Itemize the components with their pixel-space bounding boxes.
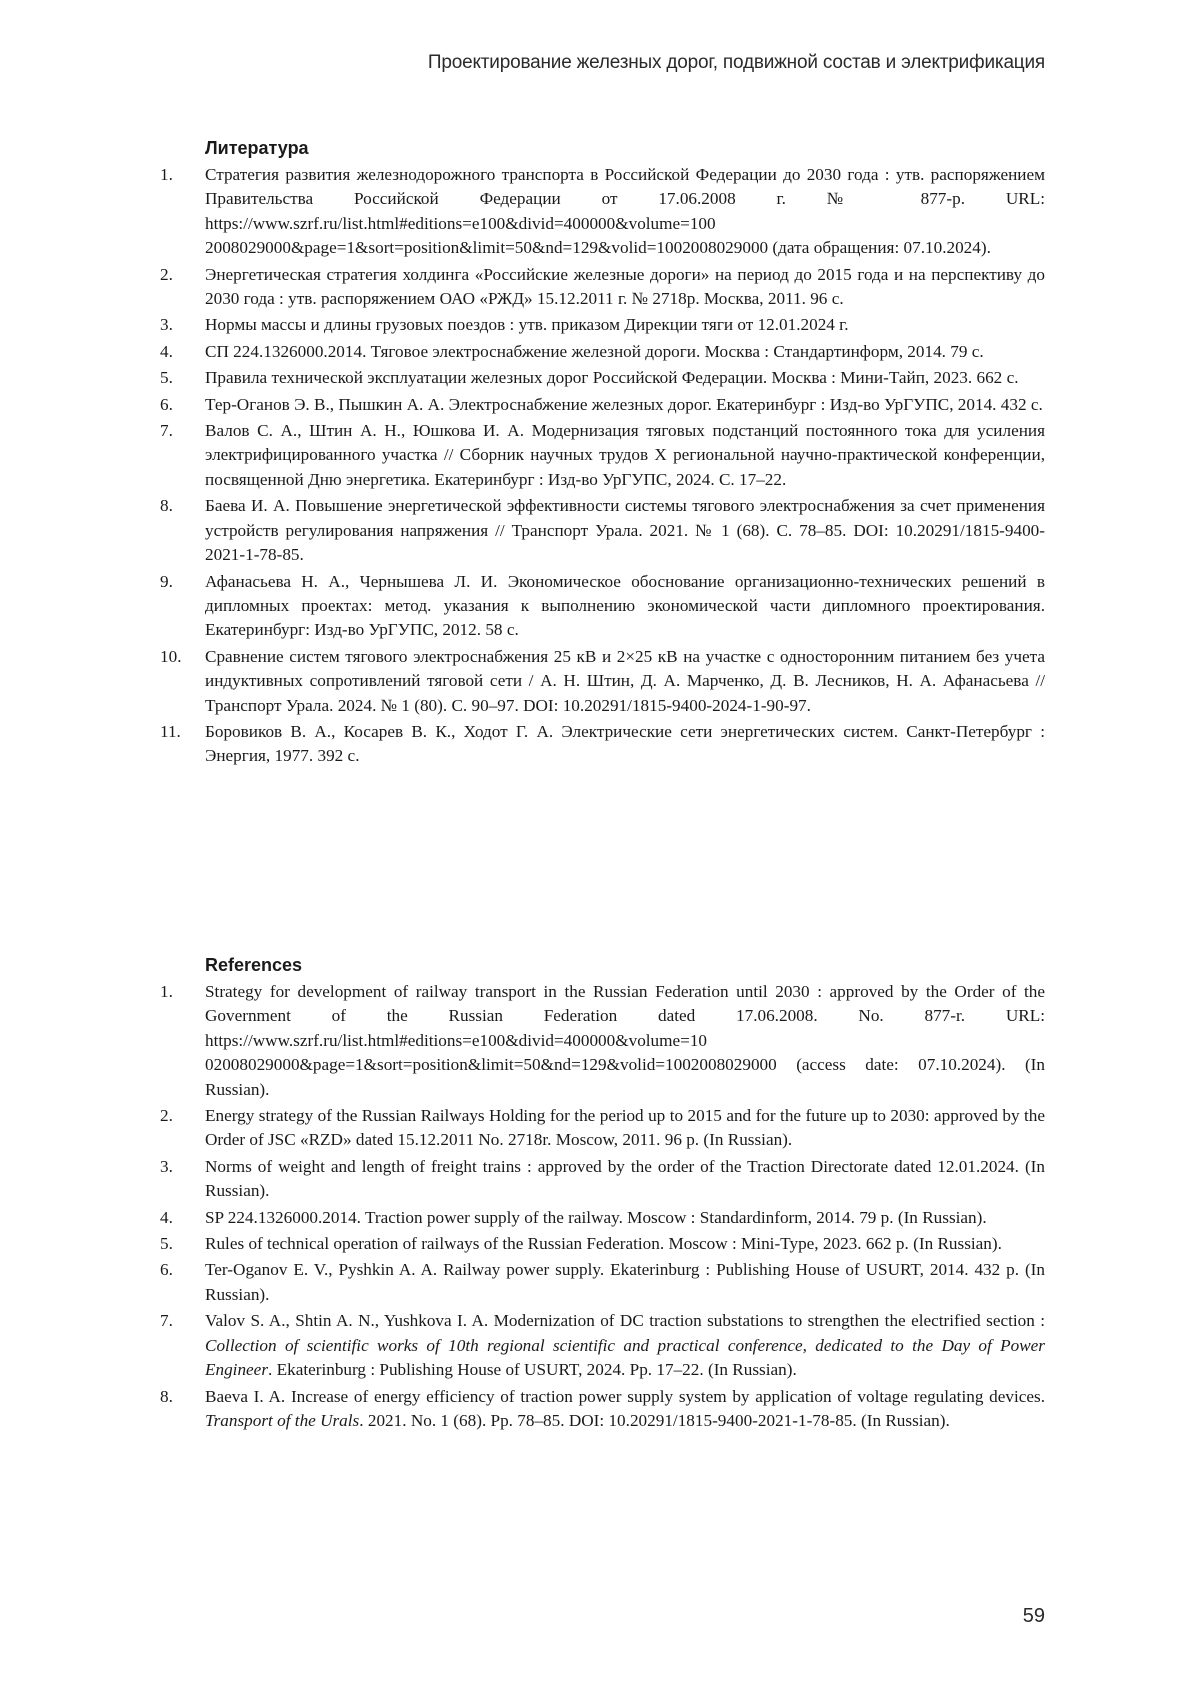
reference-item: [160, 1385, 1045, 1434]
item-text: Боровиков В. А., Косарев В. К., Ходот Г. А. Электрические сети энергетических систем. Санкт-Петербург : Энергия, 1977. 392 с.: [205, 721, 1045, 766]
item-text: Ter-Oganov E. V., Pyshkin A. A. Railway power supply. Ekaterinburg : Publishing House of USURT, 2014. 432 p. (In Russian).: [205, 1260, 1045, 1304]
item-number: 2.: [160, 1106, 173, 1126]
literature-item: [160, 340, 1045, 364]
item-text-italic: Transport of the Urals: [205, 1410, 360, 1430]
item-number: 1.: [160, 982, 173, 1001]
running-header: Проектирование железных дорог, подвижной состав и электрификация: [427, 52, 1045, 73]
item-text: Афанасьева Н. А., Чернышева Л. И. Экономическое обоснование организационно-технических решений в дипломных проектах: метод. указания к выполнению экономической части дипломного проектирования. Екатеринбург: Изд-во УрГУПС, 2012. 58 с.: [205, 571, 1045, 640]
literature-item: [160, 393, 1045, 417]
item-text: Rules of technical operation of railways of the Russian Federation. Moscow : Mini-Type, 2023. 662 p. (In Russian).: [205, 1234, 1002, 1254]
item-text: Сравнение систем тягового электроснабжения 25 кВ и 2×25 кВ на участке с односторонним питанием без учета индуктивных сопротивлений тяговой сети / А. Н. Штин, Д. А. Марченко, Д. В. Лесников, Н. А. Афанасьева // Транспорт Урала. 2024. № 1 (80). С. 90–97. DOI: 10.20291/1815-9400-2024-1-90-97.: [205, 646, 1045, 715]
item-number: 2.: [160, 264, 173, 284]
literature-item: [160, 419, 1045, 492]
item-text: Стратегия развития железнодорожного транспорта в Российской Федерации до 2030 года : утв. распоряжением Правительства Российской Федерации от 17.06.2008 г. № 877-р. URL: https://www.szrf.ru/list.html#editions=e100&divid=400000&volume=100 2008029000&page=1&sort=position&limit=50&nd=129&volid=1002008029000 (дата обращения: 07.10.2024).: [205, 165, 1045, 258]
reference-item: [160, 1104, 1045, 1153]
reference-item: [160, 980, 1045, 1102]
item-number: 11.: [160, 721, 181, 741]
literature-list: [160, 163, 1045, 769]
item-text: Энергетическая стратегия холдинга «Российские железные дороги» на период до 2015 года и на перспективу до 2030 года : утв. распоряжением ОАО «РЖД» 15.12.2011 г. № 2718р. Москва, 2011. 96 с.: [205, 264, 1045, 309]
item-text: Energy strategy of the Russian Railways Holding for the period up to 2015 and for the future up to 2030: approved by the Order of JSC «RZD» dated 15.12.2011 No. 2718r. Moscow, 2011. 96 p. (In Russian).: [205, 1106, 1045, 1150]
page-number: 59: [1022, 1605, 1045, 1627]
references-section: [160, 955, 1045, 1435]
reference-item: [160, 1232, 1045, 1256]
item-text: Валов С. А., Штин А. Н., Юшкова И. А. Модернизация тяговых подстанций постоянного тока для усиления электрифицированного участка // Сборник научных трудов X региональной научно-практической конференции, посвященной Дню энергетика. Екатеринбург : Изд-во УрГУПС, 2024. С. 17–22.: [205, 421, 1045, 489]
literature-item: [160, 313, 1045, 337]
item-text-italic: Collection of scientific works of 10th regional scientific and practical conference, dedicated to the Day of Power Engineer: [205, 1335, 1045, 1380]
item-text: Strategy for development of railway transport in the Russian Federation until 2030 : approved by the Order of the Government of the Russian Federation dated 17.06.2008. No. 877-r. URL: https://www.szrf.ru/list.html#editions=e100&divid=400000&volume=10 02008029000&page=1&sort=position&limit=50&nd=129&volid=1002008029000 (access date: 07.10.2024). (In Russian).: [205, 982, 1045, 1099]
item-text: [205, 1387, 1045, 1430]
item-number: 6.: [160, 394, 173, 414]
literature-section: [160, 138, 1045, 771]
literature-item: [160, 720, 1045, 769]
item-number: 5.: [160, 1234, 173, 1254]
literature-item: [160, 163, 1045, 261]
item-text-regular: . 2021. No. 1 (68). Pp. 78–85. DOI: 10.20291/1815-9400-2021-1-78-85. (In Russian).: [359, 1410, 950, 1430]
item-text-regular: Valov S. A., Shtin A. N., Yushkova I. A. Modernization of DC traction substations to strengthen the electrified section :: [205, 1311, 1045, 1331]
literature-heading: Литература: [205, 138, 309, 158]
item-text-regular: . Ekaterinburg : Publishing House of USURT, 2024. Pp. 17–22. (In Russian).: [268, 1360, 797, 1380]
reference-item: [160, 1258, 1045, 1307]
reference-item: [160, 1309, 1045, 1382]
literature-item: [160, 263, 1045, 312]
item-text: Тер-Оганов Э. В., Пышкин А. А. Электроснабжение железных дорог. Екатеринбург : Изд-во УрГУПС, 2014. 432 с.: [205, 394, 1043, 414]
item-text: Правила технической эксплуатации железных дорог Российской Федерации. Москва : Мини-Тайп, 2023. 662 с.: [205, 368, 1019, 388]
item-number: 10.: [160, 646, 182, 666]
item-text: [205, 1311, 1045, 1379]
item-number: 7.: [160, 421, 173, 441]
item-number: 8.: [160, 1386, 173, 1406]
item-number: 8.: [160, 496, 173, 516]
reference-item: [160, 1206, 1045, 1230]
literature-item: [160, 570, 1045, 643]
item-number: 6.: [160, 1260, 173, 1280]
item-text: Баева И. А. Повышение энергетической эффективности системы тягового электроснабжения за счет применения устройств регулирования напряжения // Транспорт Урала. 2021. № 1 (68). С. 78–85. DOI: 10.20291/1815-9400-2021-1-78-85.: [205, 496, 1045, 565]
item-number: 9.: [160, 571, 173, 591]
item-number: 4.: [160, 1207, 173, 1227]
item-text: Нормы массы и длины грузовых поездов : утв. приказом Дирекции тяги от 12.01.2024 г.: [205, 315, 849, 335]
item-number: 5.: [160, 368, 173, 388]
item-text: СП 224.1326000.2014. Тяговое электроснабжение железной дороги. Москва : Стандартинформ, 2014. 79 с.: [205, 341, 984, 361]
item-number: 3.: [160, 315, 173, 335]
item-text-regular: Baeva I. A. Increase of energy efficiency of traction power supply system by application of voltage regulating devices.: [205, 1386, 1045, 1406]
references-list: [160, 980, 1045, 1433]
item-number: 4.: [160, 341, 173, 361]
item-number: 7.: [160, 1311, 173, 1331]
item-number: 1.: [160, 165, 173, 184]
literature-item: [160, 366, 1045, 390]
item-text: SP 224.1326000.2014. Traction power supply of the railway. Moscow : Standardinform, 2014. 79 p. (In Russian).: [205, 1207, 987, 1227]
item-number: 3.: [160, 1156, 173, 1176]
item-text: Norms of weight and length of freight trains : approved by the order of the Traction Directorate dated 12.01.2024. (In Russian).: [205, 1156, 1045, 1201]
literature-item: [160, 645, 1045, 718]
references-heading: References: [205, 955, 303, 975]
literature-item: [160, 494, 1045, 567]
reference-item: [160, 1155, 1045, 1204]
